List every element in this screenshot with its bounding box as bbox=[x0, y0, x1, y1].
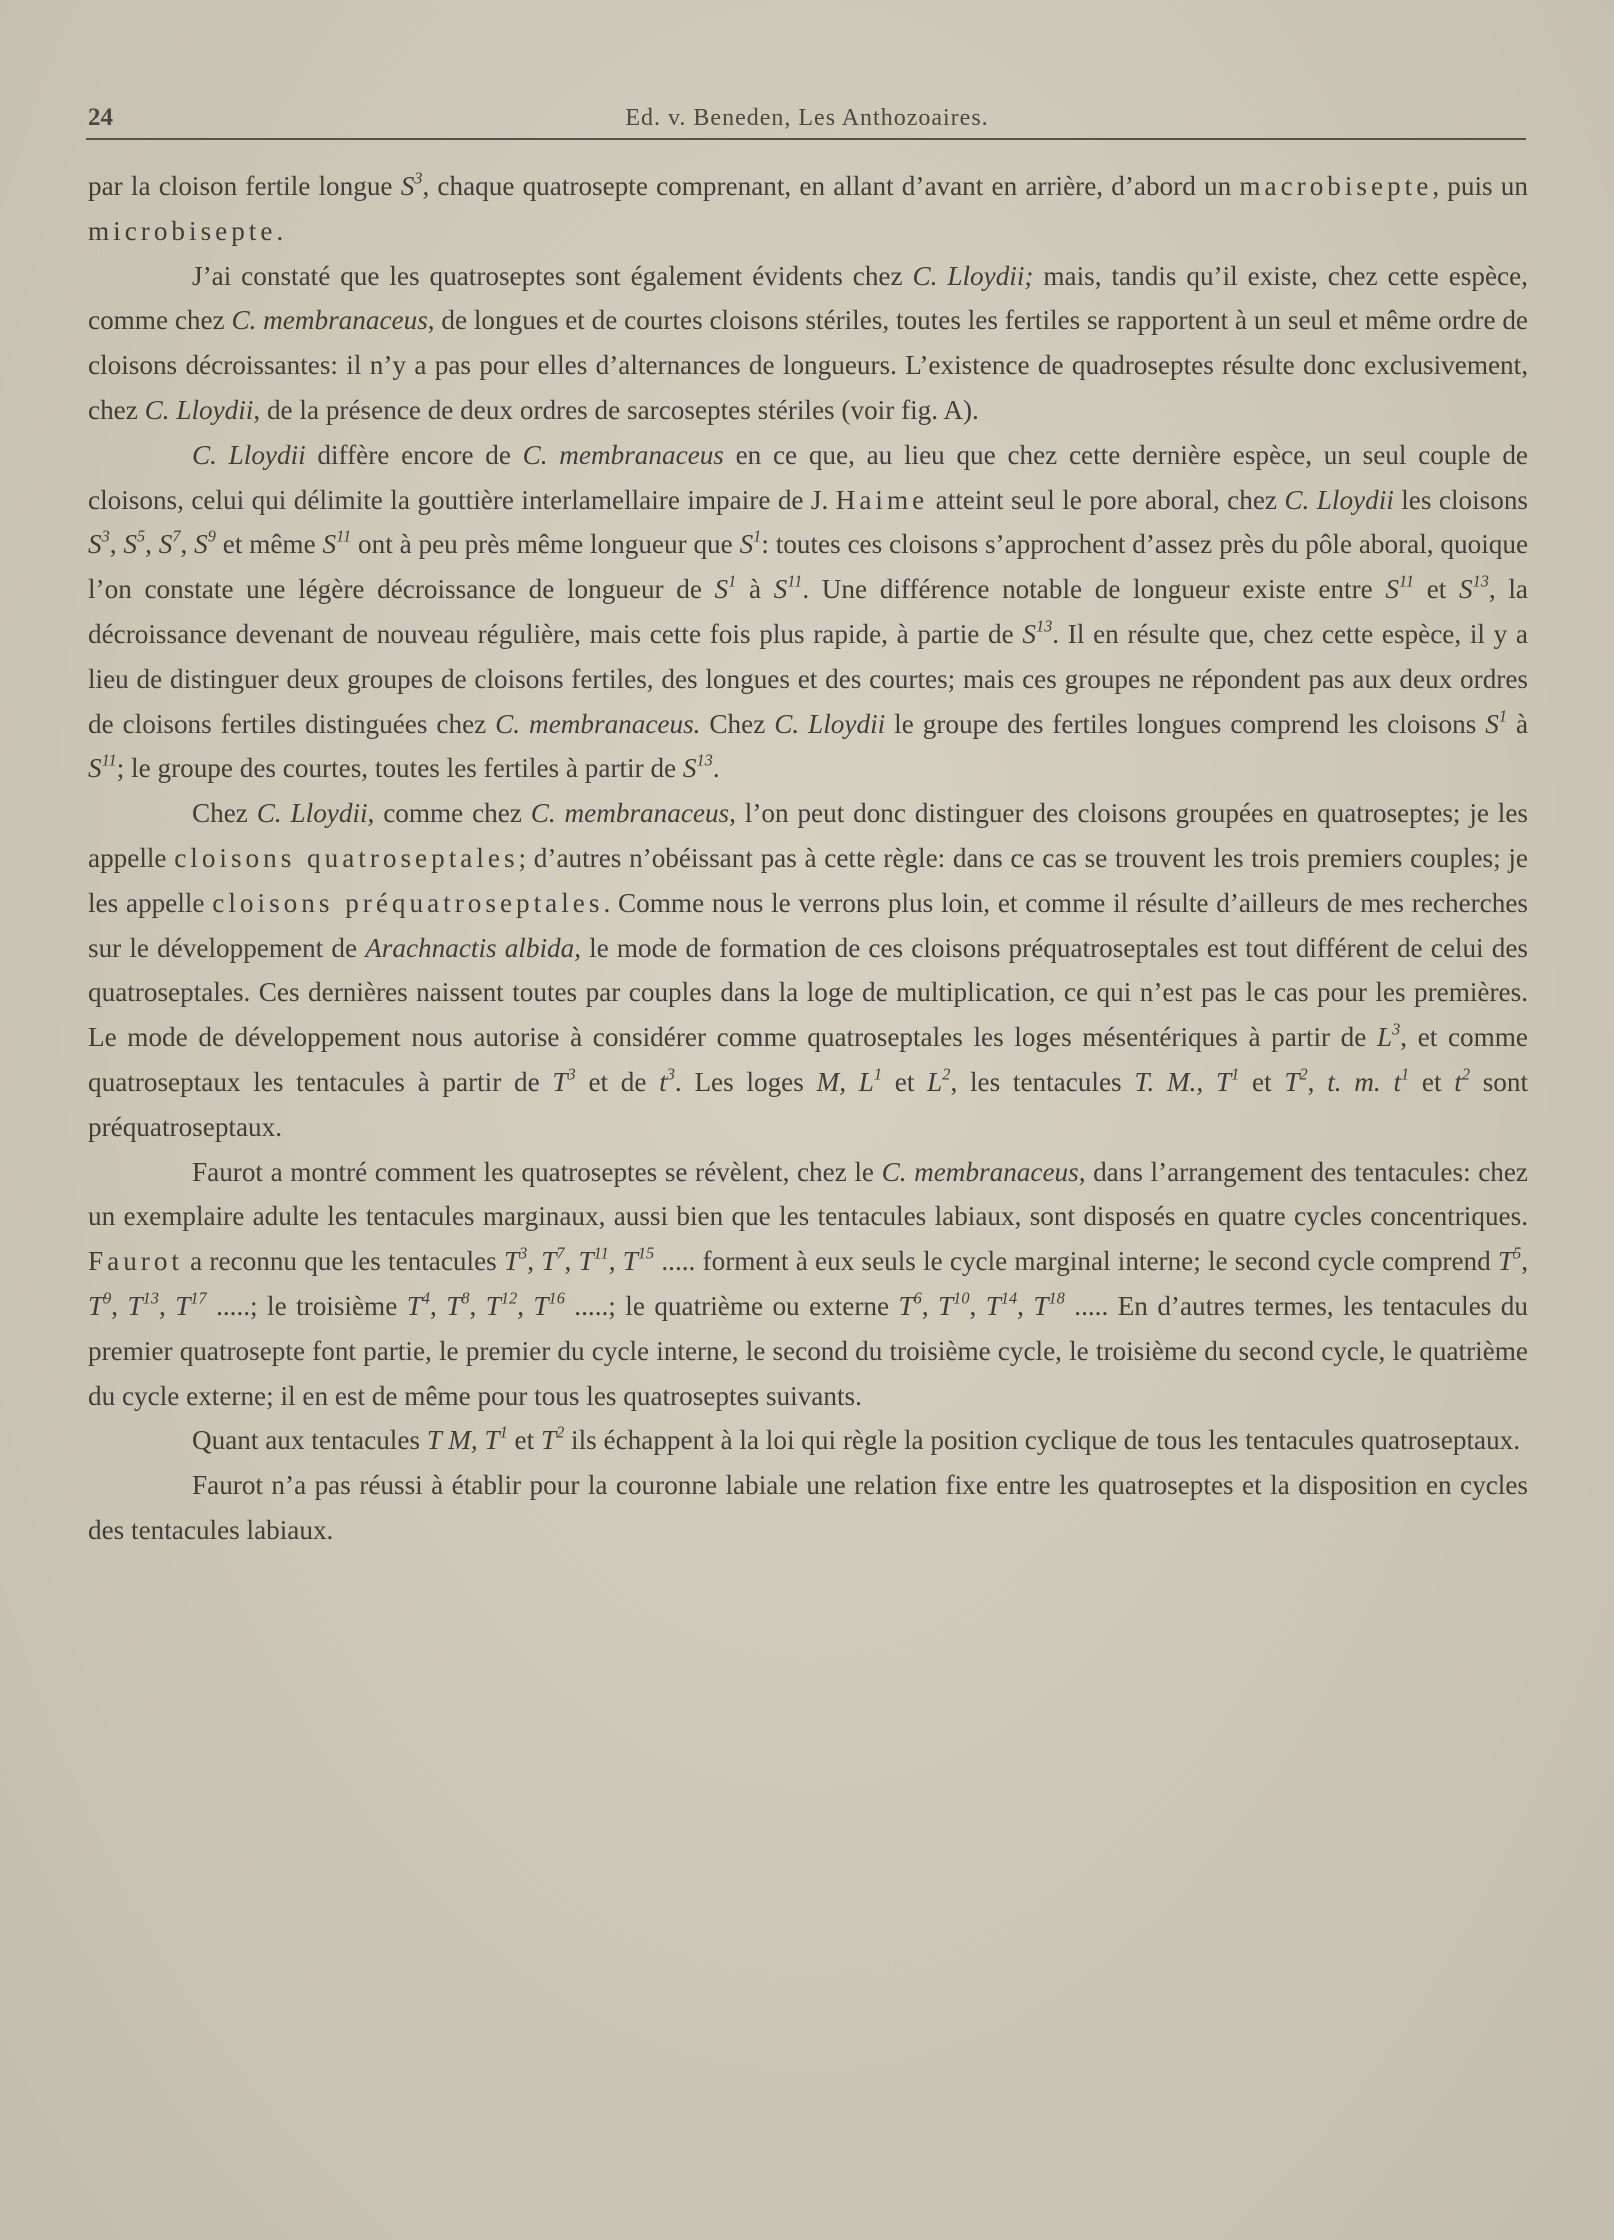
paragraph: Faurot a montré comment les quatroseptes se révèlent, chez le C. membranaceus, dans l’arrangement des tentacules: chez un exemplaire adulte les tentacules marginaux, aussi bien que les tentacules labiaux, sont disposés en quatre cycles concentriques. Faurot a reconnu que les tentacules $T^3$, $T^7$, $T^{11}$, $T^{15}$ ..... forment à eux seuls le cycle marginal interne; le second cycle comprend $T^5$, $T^9$, $T^{13}$, $T^{17}$ .....; le troisième $T^4$, $T^8$, $T^{12}$, $T^{16}$ .....; le quatrième ou externe $T^6$, $T^{10}$, $T^{14}$, $T^{18}$ ..... En d’autres termes, les tentacules du premier quatrosepte font partie, le premier du cycle interne, le second du troisième cycle, le troisième du second cycle, le quatrième du cycle externe; il en est de même pour tous les quatroseptes suivants. bbox=[88, 1156, 1529, 1411]
page-number: 24 bbox=[88, 104, 113, 131]
paragraph: C. Lloydii diffère encore de C. membranaceus en ce que, au lieu que chez cette dernière espèce, un seul couple de cloisons, celui qui délimite la gouttière interlamellaire impaire de J. Haime atteint seul le pore aboral, chez C. Lloydii les cloisons $S^3$, $S^5$, $S^7$, $S^9$ et même $S^{11}$ ont à peu près même longueur que $S^1$: toutes ces cloisons s’approchent d’assez près du pôle aboral, quoique l’on constate une légère décroissance de longueur de $S^1$ à $S^{11}$. Une différence notable de longueur existe entre $S^{11}$ et $S^{13}$, la décroissance devenant de nouveau régulière, mais cette fois plus rapide, à partie de $S^{13}$. Il en résulte que, chez cette espèce, il y a lieu de distinguer deux groupes de cloisons fertiles, des longues et des courtes; mais ces groupes ne répondent pas aux deux ordres de cloisons fertiles distinguées chez C. membranaceus. Chez C. Lloydii le groupe des fertiles longues comprend les cloisons $S^1$ à $S^{11}$; le groupe des courtes, toutes les fertiles à partir de $S^{13}$. bbox=[88, 439, 1529, 784]
paragraph: par la cloison fertile longue $S^3$, chaque quatrosepte comprenant, en allant d’avant en arrière, d’abord un macrobisepte, puis un microbisepte. bbox=[88, 168, 1528, 246]
paragraph: Chez C. Lloydii, comme chez C. membranaceus, l’on peut donc distinguer des cloisons groupées en quatroseptes; je les appelle cloisons quatroseptales; d’autres n’obéissant pas à cette règle: dans ce cas se trouvent les trois premiers couples; je les appelle cloisons préquatroseptales. Comme nous le verrons plus loin, et comme il résulte d’ailleurs de mes recherches sur le développement de Arachnactis albida, le mode de formation de ces cloisons préquatroseptales est tout différent de celui des quatroseptales. Ces dernières naissent toutes par couples dans la loge de multiplication, ce qui n’est pas le cas pour les premières. Le mode de développement nous autorise à considérer comme quatroseptales les loges mésentériques à partir de $L^3$, et comme quatroseptaux les tentacules à partir de $T^3$ et de $t^3$. Les loges M, $L^1$ et $L^2$, les tentacules T. M., $T^1$ et $T^2$, t. m. $t^1$ et $t^2$ sont préquatroseptaux. bbox=[88, 798, 1529, 1142]
paragraph: Quant aux tentacules T M, $T^1$ et $T^2$ ils échappent à la loi qui règle la position cyclique de tous les tentacules quatroseptaux. bbox=[192, 1422, 1521, 1456]
paragraph: J’ai constaté que les quatroseptes sont également évidents chez C. Lloydii; mais, tandis qu’il existe, chez cette espèce, comme chez C. membranaceus, de longues et de courtes cloisons stériles, toutes les fertiles se rapportent à un seul et même ordre de cloisons décroissantes: il n’y a pas pour elles d’alternances de longueurs. L’existence de quadroseptes résulte donc exclusivement, chez C. Lloydii, de la présence de deux ordres de sarcoseptes stériles (voir fig. A). bbox=[88, 260, 1528, 425]
page-header bbox=[88, 100, 1526, 136]
body-text bbox=[88, 164, 1528, 1553]
header-rule bbox=[86, 138, 1526, 140]
running-title: Ed. v. Beneden, Les Anthozoaires. bbox=[625, 105, 989, 131]
paragraph: Faurot n’a pas réussi à établir pour la couronne labiale une relation fixe entre les quatroseptes et la disposition en cycles des tentacules labiaux. bbox=[88, 1470, 1528, 1545]
